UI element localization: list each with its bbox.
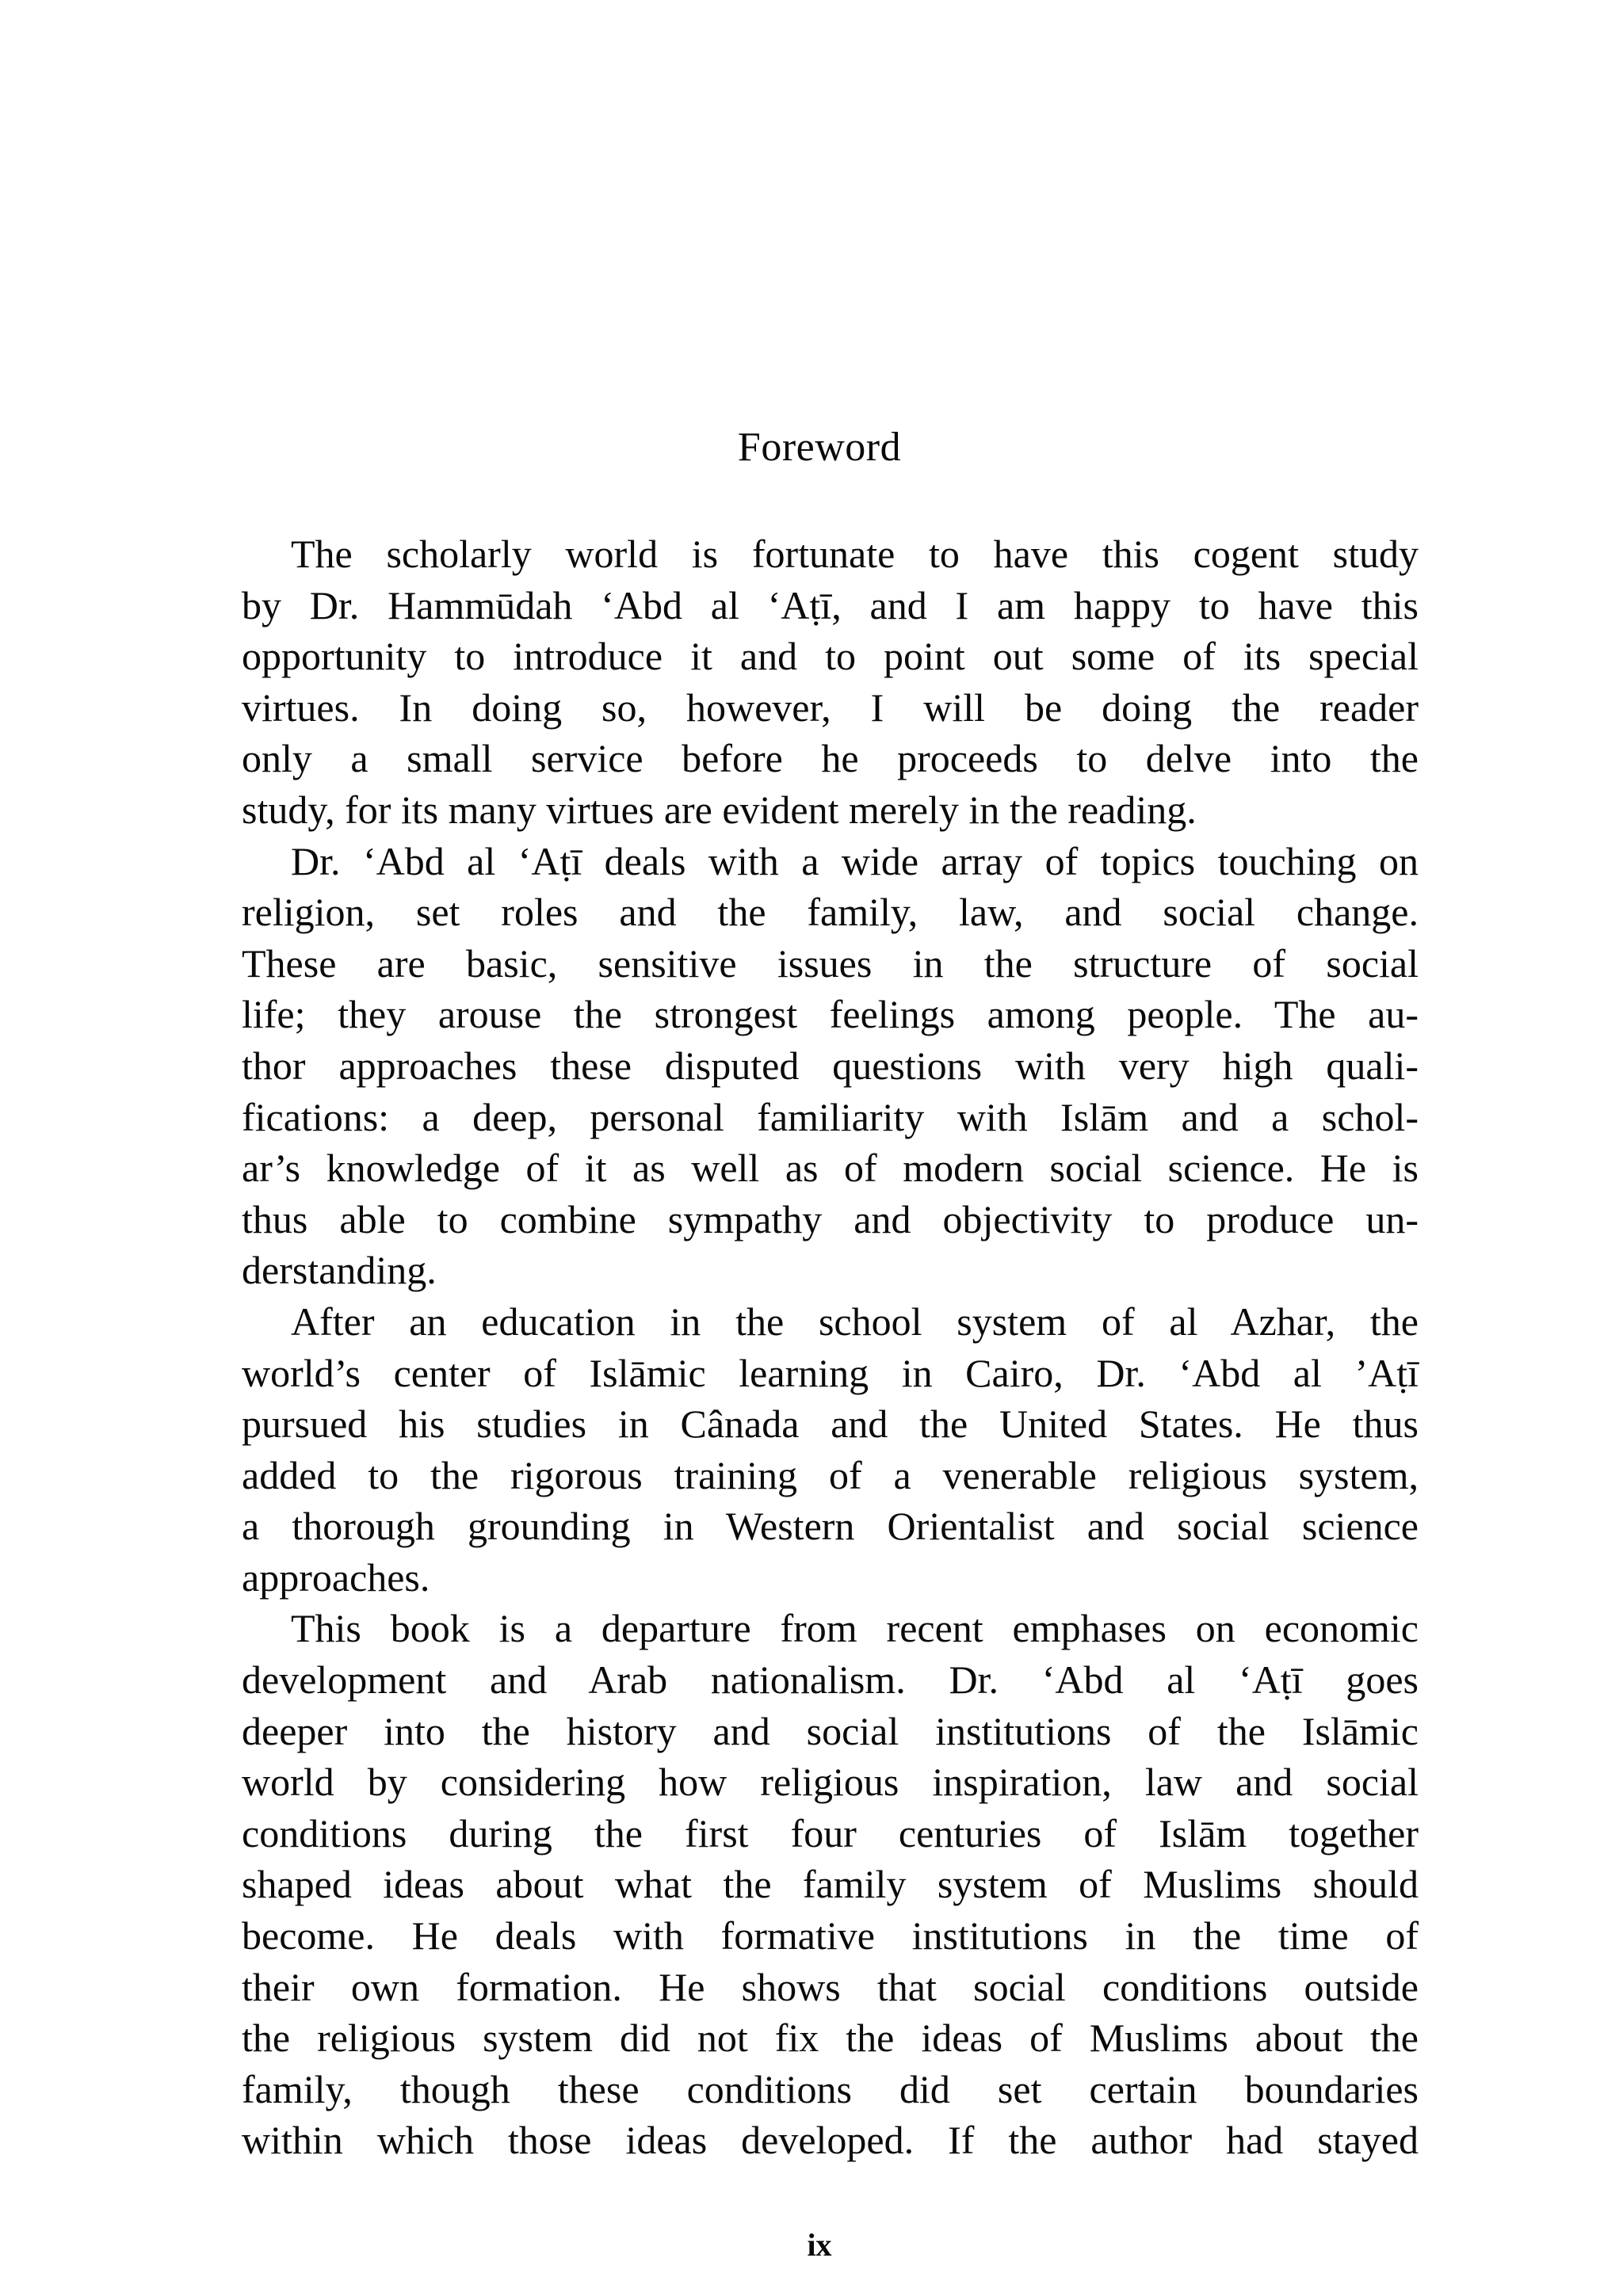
text-line: pursued his studies in Cânada and the United States. He thus [242, 1402, 1419, 1447]
text-line: world’s center of Islāmic learning in Cairo, Dr. ‘Abd al ’Aṭī [242, 1350, 1419, 1395]
text-line: study, for its many virtues are evident merely in the reading. [242, 787, 1197, 832]
page-number: ix [807, 2227, 832, 2263]
text-line: thus able to combine sympathy and objectivity to produce un- [242, 1196, 1419, 1241]
text-line: ar’s knowledge of it as well as of modern social science. He is [242, 1146, 1419, 1191]
text-line: derstanding. [242, 1248, 437, 1293]
text-line: the religious system did not fix the ideas of Muslims about the [242, 2016, 1419, 2061]
page-title: Foreword [737, 425, 902, 470]
foreword-body [242, 528, 1419, 2166]
text-line: world by considering how religious inspiration, law and social [242, 1760, 1419, 1805]
text-line: shaped ideas about what the family system of Muslims should [242, 1862, 1419, 1907]
text-line: within which those ideas developed. If the author had stayed [242, 2118, 1419, 2163]
text-line: fications: a deep, personal familiarity with Islām and a schol- [242, 1094, 1419, 1139]
text-line: virtues. In doing so, however, I will be doing the reader [242, 685, 1419, 730]
text-line: by Dr. Hammūdah ‘Abd al ‘Aṭī, and I am happy to have this [242, 582, 1419, 627]
text-line: After an education in the school system of al Azhar, the [291, 1299, 1419, 1344]
text-line: approaches. [242, 1554, 430, 1600]
paragraph [242, 1603, 1419, 2166]
text-line: opportunity to introduce it and to point out some of its special [242, 634, 1419, 679]
paragraph [242, 836, 1419, 1296]
text-line: family, though these conditions did set certain boundaries [242, 2066, 1419, 2111]
text-line: conditions during the first four centuries of Islām together [242, 1810, 1419, 1855]
text-line: thor approaches these disputed questions with very high quali- [242, 1043, 1419, 1088]
paragraph [242, 528, 1419, 836]
text-line: only a small service before he proceeds to delve into the [242, 736, 1419, 781]
text-line: Dr. ‘Abd al ‘Aṭī deals with a wide array of topics touching on [291, 838, 1419, 883]
text-line: a thorough grounding in Western Orientalist and social science [242, 1504, 1419, 1549]
text-line: development and Arab nationalism. Dr. ‘Abd al ‘Aṭī goes [242, 1657, 1419, 1703]
text-line: religion, set roles and the family, law, and social change. [242, 890, 1419, 935]
text-line: This book is a departure from recent emphases on economic [291, 1606, 1419, 1651]
text-line: their own formation. He shows that social conditions outside [242, 1964, 1419, 2009]
text-line: The scholarly world is fortunate to have this cogent study [291, 532, 1419, 576]
text-line: become. He deals with formative institutions in the time of [242, 1913, 1419, 1958]
text-line: life; they arouse the strongest feelings among people. The au- [242, 992, 1419, 1037]
text-line: These are basic, sensitive issues in the structure of social [242, 940, 1419, 986]
paragraph [242, 1296, 1419, 1604]
text-line: added to the rigorous training of a venerable religious system, [242, 1452, 1419, 1497]
text-line: deeper into the history and social institutions of the Islāmic [242, 1708, 1419, 1753]
